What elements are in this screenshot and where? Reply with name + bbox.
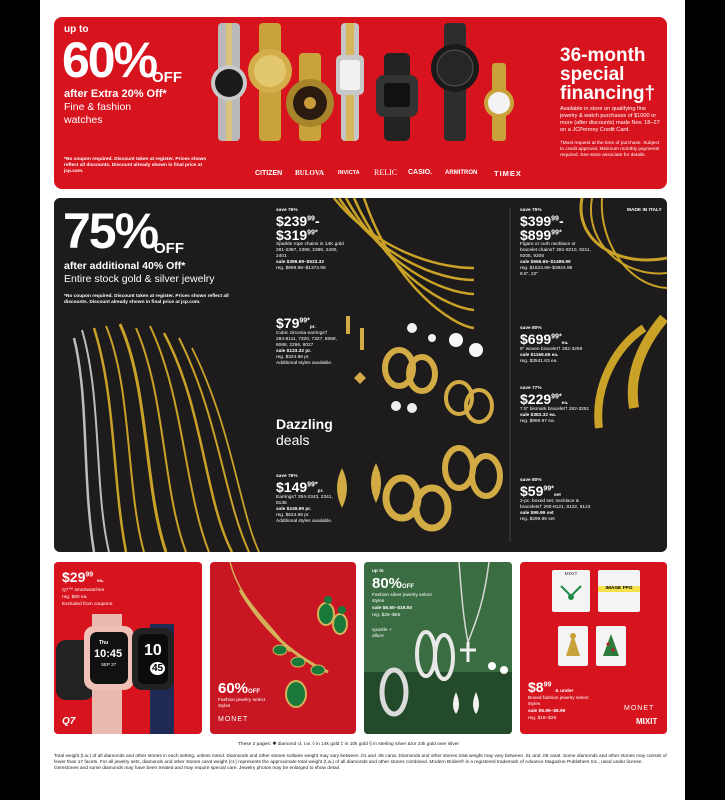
desc: Sparkle rope chains in 14K gold 281-2397, 2398, 2399, 2400, 2401 <box>276 241 344 259</box>
sale: sale $6.50–$19.50 <box>372 606 413 611</box>
jewelry-discount-off: OFF <box>154 240 184 257</box>
price: $149 <box>276 478 308 495</box>
offer-woven-bracelet[interactable] <box>520 326 600 365</box>
off: OFF <box>402 584 415 590</box>
price: $59 <box>520 482 544 499</box>
price: $319 <box>276 226 308 243</box>
reg: reg. $90 ea. <box>62 595 88 600</box>
bracelets <box>598 318 664 428</box>
desc: Fashion silver jewelry select styles <box>372 593 432 604</box>
brand-monet: MONET <box>218 716 249 723</box>
cents: 99* <box>543 485 554 493</box>
reg: reg. $299.98 set <box>520 516 555 522</box>
note: Excluded from coupons. <box>62 602 114 607</box>
reg: reg. $25–$65 <box>372 613 401 618</box>
brand-relic: RELIC <box>374 168 398 177</box>
desc: 7.5" bismark bracelet† 282-3251 <box>520 406 590 412</box>
fine-print: *No coupon required. Discount taken at register. Prices shown reflect all discounts. Discount already shown in final price at jcp.com. <box>64 157 207 174</box>
sale: sale $249.99 pr. <box>276 506 312 512</box>
unit: set <box>553 492 561 498</box>
tile-smartwatch[interactable] <box>54 562 202 734</box>
save-label: save 76% <box>276 208 298 213</box>
offer-bismark-bracelet[interactable] <box>520 386 600 425</box>
cents: 99 <box>543 681 552 689</box>
watch-5 <box>376 53 418 141</box>
cents: 99* <box>551 229 562 237</box>
sale: sale $666.65–$1499.99 <box>520 259 571 265</box>
cents: 99* <box>299 317 310 325</box>
watch-time: 10:45 <box>94 648 123 660</box>
jewelry-discount-percent: 75% <box>63 203 158 259</box>
watch-6 <box>431 23 479 141</box>
desc: Boxed fashion jewelry select styles <box>528 696 589 707</box>
cents: 99* <box>307 481 318 489</box>
tile-silver[interactable] <box>364 562 512 734</box>
watch-4 <box>336 23 364 141</box>
desc: Figaro or curb necklace or bracelet chains† 281-9210, 9211, 9205, 9206 <box>520 241 591 259</box>
cents: 99 <box>85 571 94 579</box>
reg: reg. $1624.98–$3624.98 <box>520 265 573 271</box>
save-label: save 77% <box>520 386 542 391</box>
discount-percent: 60% <box>62 32 157 88</box>
sparkle-label: sparkle + allure <box>372 628 392 639</box>
pct: 80% <box>372 575 403 592</box>
offer-rope[interactable]: save 76% $\$239^{99}-$ $\$319^{99*}$ Sparkle rope chains in 14K gold 281-2397, 2398, 2399, 2400, 2401 sale $399.99–$533.32 reg. $999.98–$1374.98 <box>276 208 356 272</box>
box-label: MIXIT <box>564 572 578 577</box>
reg: reg. $624.98 pr. <box>276 512 310 518</box>
cents: 99* <box>551 393 562 401</box>
reg: reg. $324.98 pr. <box>276 354 310 360</box>
financing-line1: 36-month <box>560 45 646 66</box>
offer-figaro[interactable]: save 75% $\$399^{99}-$ $\$899^{99*}$ Figaro or curb necklace or bracelet chains† 281-9210, 9211, 9205, 9206 sale $666.65–$1499.99 reg. $1624.98–$3624.98 8.5", 22" <box>520 208 600 278</box>
unit: pr. <box>317 488 324 494</box>
offer-earrings[interactable] <box>276 474 342 525</box>
price: $399 <box>520 212 552 229</box>
unit: ea. <box>561 340 569 346</box>
desc: Earrings† 284-2343, 2341, 8136 <box>276 494 333 506</box>
note: Additional styles available. <box>276 360 333 366</box>
brand-monet: MONET <box>624 705 655 712</box>
pct: 60% <box>218 680 249 697</box>
desc: Cubic zirconia earrings† 284-8111, 7320, 7327, 8069, 8068, 2296, 8027 <box>276 330 337 348</box>
desc: Fashion jewelry select styles <box>218 698 266 709</box>
price: $79 <box>276 315 300 331</box>
watch-1 <box>211 23 247 141</box>
boxed-jewelry-image <box>520 562 667 672</box>
tile-boxed-fashion[interactable] <box>520 562 667 734</box>
save-label: save 76% <box>276 474 298 479</box>
save-label: save 75% <box>520 208 542 213</box>
watches-image <box>196 23 526 141</box>
extra-discount: after Extra 20% Off* <box>64 88 167 100</box>
note: Additional styles available. <box>276 518 333 524</box>
made-in-italy: MADE IN ITALY <box>627 208 662 213</box>
jewelry-panel[interactable] <box>54 198 667 552</box>
price: $8 <box>528 679 544 695</box>
brand-logo: Q7 <box>62 716 76 727</box>
brand-casio: CASIO. <box>408 169 433 176</box>
save-label: save 80% <box>520 326 542 331</box>
price: $29 <box>62 569 86 585</box>
watch-7 <box>484 63 514 141</box>
watch-date: SEP 27 <box>101 662 117 667</box>
offer-boxed-set[interactable] <box>520 478 600 523</box>
brand-invicta: INVICTA <box>338 170 360 176</box>
brand-citizen: CITIZEN <box>255 170 283 177</box>
brand-bulova: BULOVA <box>295 169 325 177</box>
smartwatches-image <box>54 614 202 734</box>
price: $229 <box>520 390 552 407</box>
watch-banner[interactable] <box>54 17 667 189</box>
size: 8.5", 22" <box>520 271 539 277</box>
tile-monet-fashion[interactable] <box>210 562 356 734</box>
sale: sale $99.99 set <box>520 510 554 516</box>
sale: sale $399.99–$533.32 <box>276 259 325 265</box>
upto: up to <box>372 569 384 574</box>
sale: sale $1166.65 ea. <box>520 352 559 358</box>
under: & under <box>555 689 574 694</box>
unit: pr. <box>309 325 316 330</box>
sale: sale $133.32 pr. <box>276 348 312 354</box>
reg: reg. $3541.63 ea. <box>520 358 558 364</box>
upto-label: up to <box>64 24 89 35</box>
offer-cz-earrings[interactable] <box>276 316 338 367</box>
deals-title: deals <box>276 432 310 448</box>
jewelry-fine-print: *No coupon required. Discount taken at register. Prices shown reflect all discounts. Discount already shown in final price at jcp.com. <box>64 294 229 305</box>
cents: 99* <box>551 333 562 341</box>
save-label: save 80% <box>520 478 542 483</box>
price: $239 <box>276 212 308 229</box>
sale: sale $5.99–$8.99 <box>528 709 566 714</box>
watch-2 <box>248 23 292 141</box>
left-chains <box>74 324 259 552</box>
brand-mixit: MIXIT <box>636 717 658 726</box>
desc: Q7™ smartwatches <box>62 588 105 593</box>
watch2-minutes: 45 <box>152 663 164 674</box>
brand-armitron: ARMITRON <box>445 170 478 176</box>
cents: 99 <box>307 215 315 223</box>
cents: 99 <box>551 215 559 223</box>
watch2-hours: 10 <box>144 642 162 659</box>
brand-timex: TIMEX <box>494 169 522 178</box>
ad-page <box>40 0 685 800</box>
financing-line3: financing† <box>560 83 656 104</box>
unit: ea. <box>561 400 569 406</box>
discount-off: OFF <box>152 69 182 86</box>
reg: reg. $999.97 ea. <box>520 418 555 424</box>
category-label: Fine & fashion watches <box>64 101 132 126</box>
financing-fine: †Must request at the time of purchase. Subject to credit approval. Minimum monthly payments required. See store associate for details. <box>560 141 660 158</box>
reg: reg. $999.98–$1374.98 <box>276 265 326 271</box>
off: OFF <box>248 689 261 695</box>
cents: 99* <box>307 229 318 237</box>
unit: ea. <box>97 579 104 584</box>
watch-3 <box>286 53 334 141</box>
jewelry-category: Entire stock gold & silver jewelry <box>64 273 215 285</box>
sale: sale $383.32 ea. <box>520 412 557 418</box>
price: $899 <box>520 226 552 243</box>
reg: reg. $18–$26 <box>528 716 557 721</box>
jewelry-additional: after additional 40% Off* <box>64 260 186 272</box>
image-fpo: IMAGE FPO <box>598 586 640 592</box>
desc: 2-pc. boxed set; necklace & bracelets† 290-8121, 8122, 8123 <box>520 498 591 510</box>
financing-body: Available in store on qualifying fine jewelry & watch purchases of $1000 or more (after discounts) made Nov. 18–27 on a JCPenney Credit Card. <box>560 106 660 133</box>
dazzling-title: Dazzling <box>276 416 333 432</box>
earrings-image <box>337 316 500 528</box>
footer-legend: These 2 pages: ✱ diamond ct. t.w. ◊ in 14k gold ‡ in 10k gold § in sterling silver &/or 24k gold over silver <box>238 742 460 747</box>
footer-disclaimer: Total weight (t.w.) of all diamonds and other stones in each setting, unless noted. Diamonds and other stones solitaire weight may vary between .01 and .05 carat. Diamonds and other stones total weight may vary between .01 and .08 carat. Some diamonds and other stones may consist of fewer than 17 facets. For all jewelry sets, diamonds and other stones carat weight (ct.) represents the approximate total weight (t.w.) of all diamonds and other stones combined. Modern Brides® is a registered trademark of Advance Magazine Publishers Inc., used under license. Gemstones and some diamonds may have been treated and may require special care. Jewelry photos may be enlarged to show detail. <box>54 754 667 771</box>
desc: 8" woven bracelet† 282-3259 <box>520 346 583 352</box>
price: $699 <box>520 330 552 347</box>
watch-day: Thu <box>99 640 109 646</box>
financing-line2: special <box>560 64 625 85</box>
